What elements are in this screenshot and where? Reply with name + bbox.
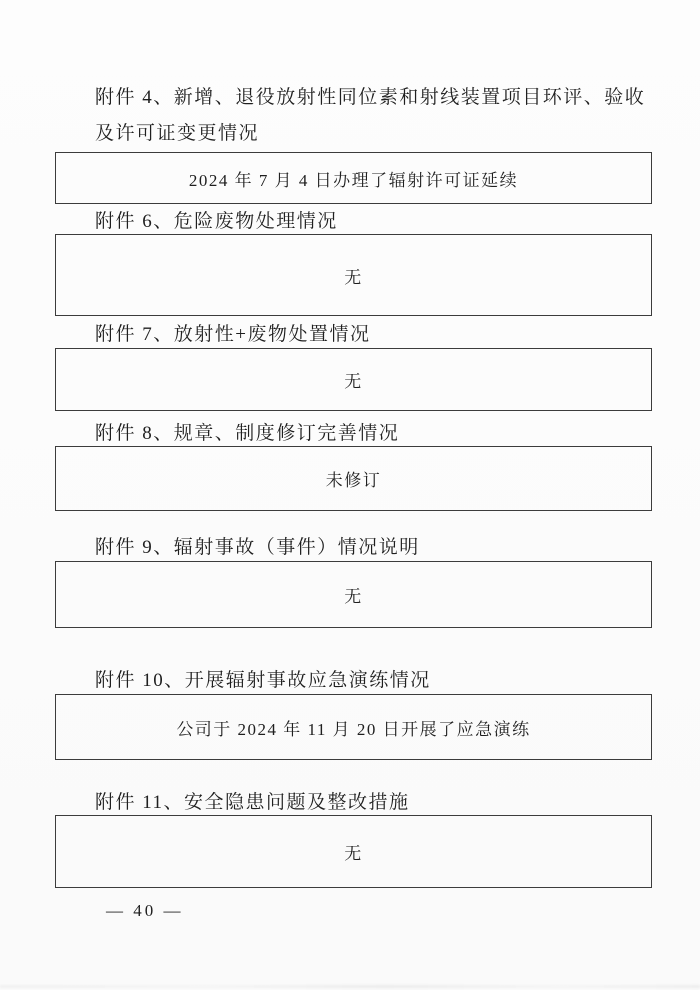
attachment-4-heading-line1: 附件 4、新增、退役放射性同位素和射线装置项目环评、验收 bbox=[95, 87, 646, 108]
attachment-6-heading: 附件 6、危险废物处理情况 bbox=[95, 211, 338, 232]
attachment-7-content-box bbox=[55, 348, 652, 411]
attachment-6-content: 无 bbox=[344, 267, 363, 287]
attachment-6-content-box bbox=[55, 234, 652, 316]
attachment-4-content-box bbox=[55, 152, 652, 204]
attachment-4-heading-line2: 及许可证变更情况 bbox=[95, 123, 260, 144]
page-number: — 40 — bbox=[106, 901, 184, 920]
attachment-4-content: 2024 年 7 月 4 日办理了辐射许可证延续 bbox=[188, 170, 519, 190]
attachment-11-content: 无 bbox=[344, 844, 363, 863]
attachment-8-heading: 附件 8、规章、制度修订完善情况 bbox=[95, 423, 400, 444]
attachment-7-content: 无 bbox=[344, 372, 363, 391]
attachment-8-content: 未修订 bbox=[325, 471, 382, 490]
attachment-8-content-box bbox=[55, 446, 652, 511]
attachment-9-content-box bbox=[55, 561, 652, 628]
attachment-10-content: 公司于 2024 年 11 月 20 日开展了应急演练 bbox=[176, 719, 531, 739]
attachment-9-content: 无 bbox=[344, 587, 363, 606]
attachment-10-content-box bbox=[55, 694, 652, 760]
attachment-7-heading: 附件 7、放射性+废物处置情况 bbox=[95, 324, 371, 345]
attachment-9-heading: 附件 9、辐射事故（事件）情况说明 bbox=[95, 537, 420, 558]
attachment-10-heading: 附件 10、开展辐射事故应急演练情况 bbox=[95, 670, 431, 691]
attachment-11-heading: 附件 11、安全隐患问题及整改措施 bbox=[95, 792, 410, 813]
attachment-11-content-box bbox=[55, 815, 652, 888]
scan-artifact-bottom-edge bbox=[0, 985, 700, 988]
